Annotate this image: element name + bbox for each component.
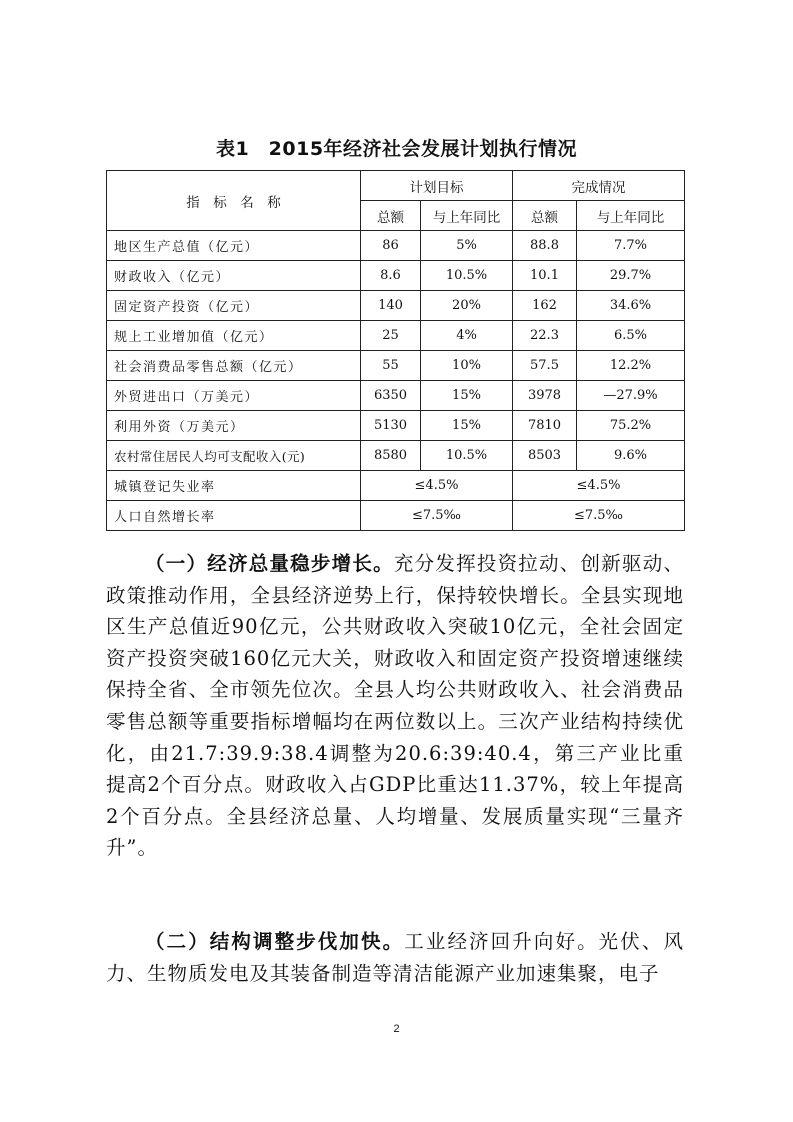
done-total-cell: 3978 bbox=[513, 381, 577, 411]
done-total-cell: 57.5 bbox=[513, 351, 577, 381]
paragraph-text: 充分发挥投资拉动、创新驱动、政策推动作用，全县经济逆势上行，保持较快增长。全县实现地区生产总值近90亿元，公共财政收入突破10亿元，全社会固定资产投资突破160亿元大关，财政收入和固定资产投资增速继续保持全省、全市领先位次。全县人均公共财政收入、社会消费品零售总额等重要指标增幅均在两位数以上。三次产业结构持续优化，由21.7:39.9:38.4调整为20.6:39:40.4，第三产业比重提高2个百分点。财政收入占GDP比重达11.37%，较上年提高2个百分点。全县经济总量、人均增量、发展质量实现“三量齐升”。 bbox=[106, 552, 684, 860]
paragraph-economy-growth bbox=[106, 548, 684, 864]
done-total-cell: 8503 bbox=[513, 441, 577, 471]
indicator-name-cell: 外贸进出口（万美元） bbox=[107, 381, 361, 411]
plan-yoy-cell: 15% bbox=[421, 381, 513, 411]
done-total-cell: 10.1 bbox=[513, 261, 577, 291]
indicator-name-cell: 人口自然增长率 bbox=[107, 501, 361, 531]
plan-yoy-cell: 10.5% bbox=[421, 441, 513, 471]
header-plan-target: 计划目标 bbox=[361, 171, 513, 201]
plan-total-cell: 5130 bbox=[361, 411, 421, 441]
plan-yoy-cell: 10.5% bbox=[421, 261, 513, 291]
indicator-name-cell: 财政收入（亿元） bbox=[107, 261, 361, 291]
header-plan-total: 总额 bbox=[361, 201, 421, 231]
indicator-name-cell: 规上工业增加值（亿元） bbox=[107, 321, 361, 351]
plan-total-cell: 86 bbox=[361, 231, 421, 261]
done-total-cell: 22.3 bbox=[513, 321, 577, 351]
page-number: 2 bbox=[393, 1023, 400, 1035]
indicator-name-cell: 社会消费品零售总额（亿元） bbox=[107, 351, 361, 381]
indicator-name-cell: 城镇登记失业率 bbox=[107, 471, 361, 501]
paragraph-text: 工业经济回升向好。光伏、风力、生物质发电及其装备制造等清洁能源产业加速集聚，电子 bbox=[106, 930, 684, 985]
done-yoy-cell: —27.9% bbox=[577, 381, 685, 411]
completion-cell: ≤7.5‰ bbox=[513, 501, 685, 531]
table-row bbox=[107, 321, 685, 351]
done-yoy-cell: 7.7% bbox=[577, 231, 685, 261]
plan-execution-table bbox=[106, 170, 685, 531]
done-yoy-cell: 75.2% bbox=[577, 411, 685, 441]
plan-yoy-cell: 5% bbox=[421, 231, 513, 261]
indicator-name-cell: 地区生产总值（亿元） bbox=[107, 231, 361, 261]
header-done-total: 总额 bbox=[513, 201, 577, 231]
done-yoy-cell: 29.7% bbox=[577, 261, 685, 291]
done-total-cell: 7810 bbox=[513, 411, 577, 441]
paragraph-structure-adjustment bbox=[106, 926, 684, 989]
header-plan-yoy: 与上年同比 bbox=[421, 201, 513, 231]
indicator-name-cell: 农村常住居民人均可支配收入(元) bbox=[107, 441, 361, 471]
plan-target-cell: ≤4.5% bbox=[361, 471, 513, 501]
header-indicator-name: 指 标 名 称 bbox=[107, 171, 361, 231]
plan-target-cell: ≤7.5‰ bbox=[361, 501, 513, 531]
plan-yoy-cell: 10% bbox=[421, 351, 513, 381]
plan-yoy-cell: 4% bbox=[421, 321, 513, 351]
plan-total-cell: 8580 bbox=[361, 441, 421, 471]
table-header-row bbox=[107, 171, 685, 201]
plan-total-cell: 8.6 bbox=[361, 261, 421, 291]
done-yoy-cell: 6.5% bbox=[577, 321, 685, 351]
header-completion: 完成情况 bbox=[513, 171, 685, 201]
paragraph-heading: （一）经济总量稳步增长。 bbox=[145, 552, 394, 575]
table-row bbox=[107, 411, 685, 441]
table-row-merged bbox=[107, 501, 685, 531]
done-yoy-cell: 34.6% bbox=[577, 291, 685, 321]
plan-total-cell: 6350 bbox=[361, 381, 421, 411]
plan-yoy-cell: 20% bbox=[421, 291, 513, 321]
header-done-yoy: 与上年同比 bbox=[577, 201, 685, 231]
table-row bbox=[107, 231, 685, 261]
done-total-cell: 88.8 bbox=[513, 231, 577, 261]
table-row-merged bbox=[107, 471, 685, 501]
table-row bbox=[107, 351, 685, 381]
plan-total-cell: 25 bbox=[361, 321, 421, 351]
completion-cell: ≤4.5% bbox=[513, 471, 685, 501]
table-row bbox=[107, 261, 685, 291]
indicator-name-cell: 固定资产投资（亿元） bbox=[107, 291, 361, 321]
table-row bbox=[107, 291, 685, 321]
done-yoy-cell: 12.2% bbox=[577, 351, 685, 381]
table-title: 表1 2015年经济社会发展计划执行情况 bbox=[215, 138, 578, 160]
done-yoy-cell: 9.6% bbox=[577, 441, 685, 471]
done-total-cell: 162 bbox=[513, 291, 577, 321]
indicator-name-cell: 利用外资（万美元） bbox=[107, 411, 361, 441]
table-row bbox=[107, 441, 685, 471]
paragraph-heading: （二）结构调整步伐加快。 bbox=[145, 930, 405, 953]
plan-total-cell: 140 bbox=[361, 291, 421, 321]
table-body bbox=[107, 231, 685, 531]
table-row bbox=[107, 381, 685, 411]
plan-total-cell: 55 bbox=[361, 351, 421, 381]
plan-yoy-cell: 15% bbox=[421, 411, 513, 441]
